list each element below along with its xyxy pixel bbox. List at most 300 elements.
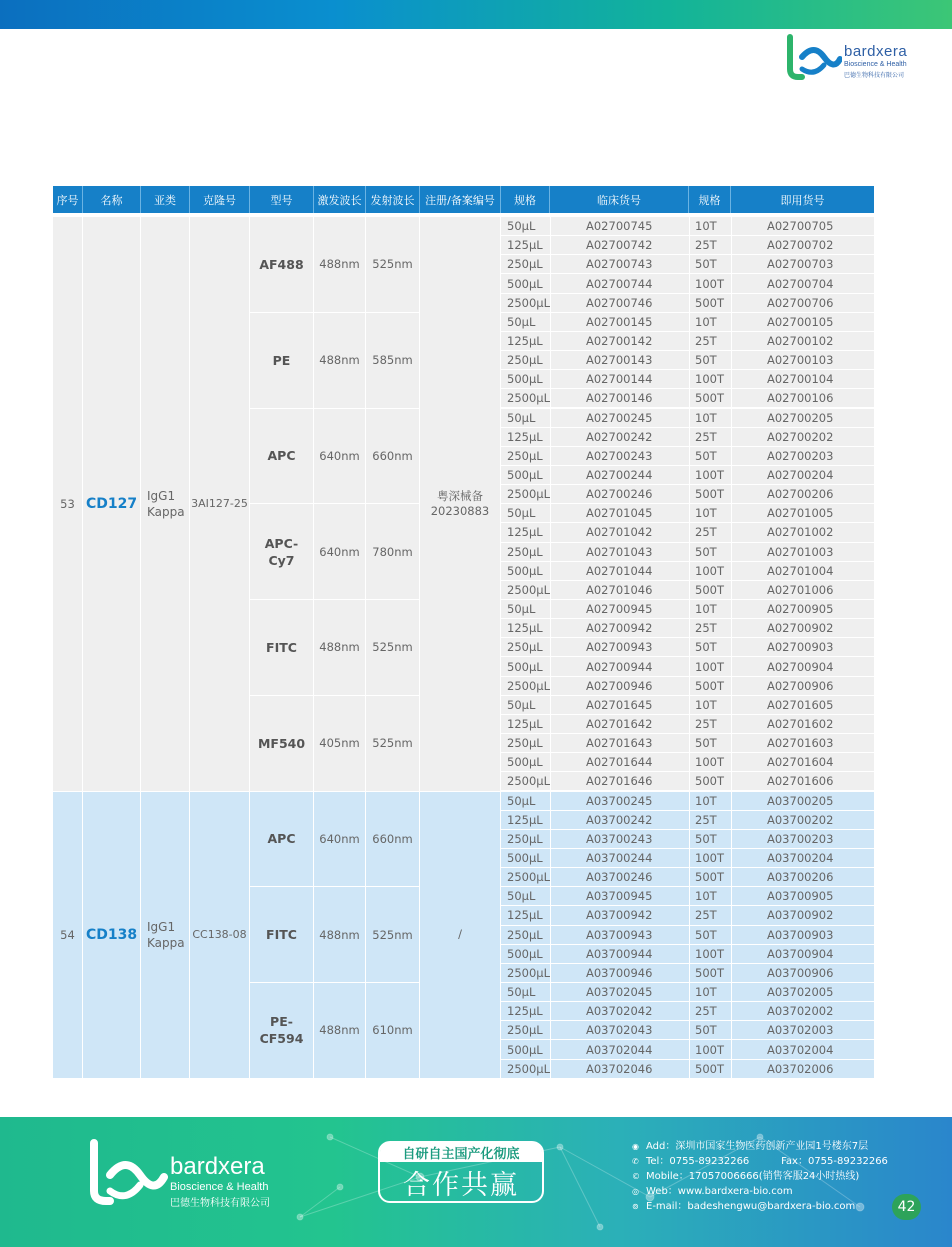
clinical-catalog-number: A03702042 <box>586 1004 653 1019</box>
table-row <box>501 638 874 657</box>
column-divider <box>689 906 690 924</box>
spec-volume: 250μL <box>507 927 543 942</box>
column-divider <box>689 926 690 944</box>
model: FITC <box>250 887 314 983</box>
spec-tests: 25T <box>695 812 717 827</box>
clinical-catalog-number: A02700242 <box>586 429 653 444</box>
column-divider <box>689 332 690 350</box>
product-name: CD127 <box>83 217 141 792</box>
ready-to-use-catalog-number: A02701005 <box>767 506 834 521</box>
spec-volume: 500μL <box>507 372 543 387</box>
spec-tests: 25T <box>695 908 717 923</box>
ready-to-use-catalog-number: A03700905 <box>767 889 834 904</box>
ready-to-use-catalog-number: A02701605 <box>767 697 834 712</box>
clinical-catalog-number: A02700144 <box>586 372 653 387</box>
contact-email: ⊚ E-mail：badeshengwu@bardxera-bio.com <box>632 1201 856 1212</box>
spec-tests: 500T <box>695 1061 724 1076</box>
table-row <box>501 830 874 849</box>
column-divider <box>731 504 732 522</box>
spec-tests: 500T <box>695 965 724 980</box>
ready-to-use-catalog-number: A02700903 <box>767 640 834 655</box>
mobile-icon: © <box>632 1172 640 1181</box>
column-divider <box>550 466 551 484</box>
spec-volume: 50μL <box>507 985 536 1000</box>
ready-to-use-catalog-number: A02700204 <box>767 468 834 482</box>
ready-to-use-catalog-number: A02700105 <box>767 314 834 329</box>
column-divider <box>550 294 551 312</box>
column-divider <box>550 504 551 522</box>
spec-volume: 125μL <box>507 525 543 540</box>
table-row <box>501 1021 874 1040</box>
table-header-cell: 注册/备案编号 <box>420 186 501 213</box>
clinical-catalog-number: A03700242 <box>586 812 653 827</box>
ready-to-use-catalog-number: A02700702 <box>767 238 834 253</box>
column-divider <box>731 849 732 867</box>
table-row <box>501 811 874 830</box>
clinical-catalog-number: A02700245 <box>586 410 653 425</box>
column-divider <box>731 677 732 695</box>
column-divider <box>731 236 732 254</box>
spec-tests: 100T <box>695 755 724 770</box>
table-row <box>501 964 874 983</box>
spec-tests: 500T <box>695 774 724 789</box>
clinical-catalog-number: A02700145 <box>586 314 653 329</box>
table-row <box>501 466 874 485</box>
clinical-catalog-number: A02701044 <box>586 563 653 578</box>
clinical-catalog-number: A02700142 <box>586 333 653 348</box>
spec-volume: 500μL <box>507 1042 543 1057</box>
column-divider <box>550 715 551 733</box>
column-divider <box>731 217 732 235</box>
table-header-cell: 亚类 <box>141 186 190 213</box>
column-divider <box>550 849 551 867</box>
table-header-cell: 即用货号 <box>780 193 825 207</box>
column-divider <box>689 236 690 254</box>
header-brand-sub-cn: 巴德生物科技有限公司 <box>844 72 905 79</box>
ready-to-use-catalog-number: A02701004 <box>767 563 834 578</box>
clone-number: 3AI127-25 <box>190 217 250 792</box>
header-brand-name: bardxera <box>844 43 908 60</box>
spec-volume: 2500μL <box>507 678 550 693</box>
column-divider <box>550 1002 551 1020</box>
emission-wavelength: 525nm <box>366 887 420 983</box>
column-divider <box>689 543 690 561</box>
table-row <box>501 332 874 351</box>
column-divider <box>550 351 551 369</box>
column-divider <box>689 715 690 733</box>
table-row <box>501 581 874 600</box>
spec-tests: 100T <box>695 659 724 674</box>
column-divider <box>689 753 690 771</box>
emission-wavelength: 780nm <box>366 504 420 600</box>
spec-tests: 500T <box>695 487 724 502</box>
row-number: 54 <box>53 792 83 1079</box>
clinical-catalog-number: A03702046 <box>586 1061 653 1076</box>
column-divider <box>550 274 551 292</box>
spec-volume: 250μL <box>507 736 543 751</box>
spec-tests: 10T <box>695 985 717 1000</box>
table-row <box>501 1060 874 1079</box>
ready-to-use-catalog-number: A03700206 <box>767 870 834 885</box>
spec-tests: 50T <box>695 448 717 463</box>
bardxera-logo-icon <box>784 33 842 81</box>
column-divider <box>689 964 690 982</box>
subclass: IgG1 Kappa <box>141 217 190 792</box>
emission-wavelength: 660nm <box>366 409 420 505</box>
column-divider <box>550 964 551 982</box>
spec-tests: 100T <box>695 563 724 578</box>
spec-tests: 100T <box>695 1042 724 1057</box>
column-divider <box>731 523 732 541</box>
clinical-catalog-number: A03700246 <box>586 870 653 885</box>
spec-volume: 50μL <box>507 410 536 425</box>
clinical-catalog-number: A02700744 <box>586 276 653 291</box>
product-table <box>53 186 874 1077</box>
column-divider <box>550 868 551 886</box>
spec-volume: 50μL <box>507 314 536 329</box>
spec-tests: 500T <box>695 678 724 693</box>
column-divider <box>731 1021 732 1039</box>
table-row <box>501 523 874 542</box>
spec-volume: 125μL <box>507 908 543 923</box>
column-divider <box>731 274 732 292</box>
column-divider <box>731 409 732 427</box>
spec-tests: 100T <box>695 946 724 961</box>
ready-to-use-catalog-number: A02700103 <box>767 353 834 368</box>
subclass: IgG1 Kappa <box>141 792 190 1079</box>
table-row <box>501 677 874 696</box>
ready-to-use-catalog-number: A02701006 <box>767 582 834 597</box>
spec-tests: 10T <box>695 314 717 329</box>
column-divider <box>550 370 551 388</box>
header-brand-sub-en: Bioscience & Health <box>844 61 907 68</box>
column-divider <box>689 945 690 963</box>
table-row <box>501 1040 874 1059</box>
model: PE <box>250 313 314 409</box>
ready-to-use-catalog-number: A02701002 <box>767 525 834 540</box>
spec-volume: 250μL <box>507 1023 543 1038</box>
table-row <box>501 485 874 504</box>
clinical-catalog-number: A03700946 <box>586 965 653 980</box>
clinical-catalog-number: A02700244 <box>586 468 653 482</box>
spec-volume: 50μL <box>507 602 536 617</box>
spec-volume: 2500μL <box>507 774 550 789</box>
ready-to-use-catalog-number: A02700106 <box>767 391 834 406</box>
ready-to-use-catalog-number: A02700704 <box>767 276 834 291</box>
clone-number: CC138-08 <box>190 792 250 1079</box>
ready-to-use-catalog-number: A03700203 <box>767 831 834 846</box>
spec-tests: 100T <box>695 372 724 387</box>
column-divider <box>731 638 732 656</box>
table-row <box>501 409 874 428</box>
column-divider <box>731 351 732 369</box>
spec-tests: 500T <box>695 870 724 885</box>
column-divider <box>731 696 732 714</box>
contact-info <box>632 1139 892 1214</box>
spec-volume: 250μL <box>507 831 543 846</box>
registration-number: 粤深械备 20230883 <box>420 217 501 792</box>
spec-tests: 25T <box>695 621 717 636</box>
spec-volume: 50μL <box>507 889 536 904</box>
spec-tests: 500T <box>695 295 724 310</box>
clinical-catalog-number: A02701646 <box>586 774 653 789</box>
column-divider <box>731 830 732 848</box>
column-divider <box>550 945 551 963</box>
table-row <box>501 447 874 466</box>
column-divider <box>550 619 551 637</box>
ready-to-use-catalog-number: A02701602 <box>767 716 834 731</box>
column-divider <box>731 926 732 944</box>
spec-volume: 500μL <box>507 563 543 578</box>
column-divider <box>550 217 551 235</box>
column-divider <box>550 1021 551 1039</box>
table-row <box>501 274 874 293</box>
column-divider <box>689 887 690 905</box>
clinical-catalog-number: A03700943 <box>586 927 653 942</box>
clinical-catalog-number: A02700944 <box>586 659 653 674</box>
spec-volume: 250μL <box>507 257 543 272</box>
clinical-catalog-number: A02700146 <box>586 391 653 406</box>
ready-to-use-catalog-number: A03700205 <box>767 793 834 808</box>
spec-tests: 10T <box>695 602 717 617</box>
column-divider <box>689 1040 690 1058</box>
column-divider <box>731 619 732 637</box>
spec-tests: 10T <box>695 793 717 808</box>
table-row <box>501 600 874 619</box>
table-row <box>501 734 874 753</box>
column-divider <box>689 485 690 503</box>
column-divider <box>550 428 551 446</box>
ready-to-use-catalog-number: A02700102 <box>767 333 834 348</box>
table-header-cell: 发射波长 <box>366 186 420 213</box>
column-divider <box>550 409 551 427</box>
spec-tests: 10T <box>695 410 717 425</box>
clinical-catalog-number: A02700943 <box>586 640 653 655</box>
column-divider <box>689 792 690 810</box>
model: AF488 <box>250 217 314 313</box>
column-divider <box>689 677 690 695</box>
ready-to-use-catalog-number: A02701603 <box>767 736 834 751</box>
column-divider <box>731 485 732 503</box>
slogan-main: 合作共赢 <box>403 1169 519 1201</box>
spec-volume: 500μL <box>507 946 543 961</box>
table-row <box>501 696 874 715</box>
column-divider <box>550 792 551 810</box>
emission-wavelength: 660nm <box>366 792 420 888</box>
spec-volume: 125μL <box>507 812 543 827</box>
model: APC <box>250 409 314 505</box>
spec-tests: 10T <box>695 889 717 904</box>
column-divider <box>731 887 732 905</box>
ready-to-use-catalog-number: A02700703 <box>767 257 834 272</box>
spec-volume: 50μL <box>507 219 536 234</box>
ready-to-use-catalog-number: A03700902 <box>767 908 834 923</box>
column-divider <box>731 734 732 752</box>
column-divider <box>731 868 732 886</box>
column-divider <box>731 1002 732 1020</box>
spec-tests: 10T <box>695 697 717 712</box>
column-divider <box>731 792 732 810</box>
clinical-catalog-number: A02701644 <box>586 755 653 770</box>
column-divider <box>689 562 690 580</box>
clinical-catalog-number: A03700245 <box>586 793 653 808</box>
ready-to-use-catalog-number: A02700104 <box>767 372 834 387</box>
ready-to-use-catalog-number: A03700904 <box>767 946 834 961</box>
clinical-catalog-number: A02700946 <box>586 678 653 693</box>
column-divider <box>689 1060 690 1078</box>
emission-wavelength: 585nm <box>366 313 420 409</box>
column-divider <box>550 811 551 829</box>
column-divider <box>689 466 690 484</box>
clinical-catalog-number: A02700742 <box>586 238 653 253</box>
column-divider <box>731 1040 732 1058</box>
table-row <box>501 428 874 447</box>
column-divider <box>550 1040 551 1058</box>
spec-tests: 50T <box>695 831 717 846</box>
clinical-catalog-number: A02701643 <box>586 736 653 751</box>
excitation-wavelength: 640nm <box>314 504 366 600</box>
spec-tests: 25T <box>695 429 717 444</box>
spec-volume: 2500μL <box>507 870 550 885</box>
ready-to-use-catalog-number: A02700205 <box>767 410 834 425</box>
excitation-wavelength: 640nm <box>314 792 366 888</box>
footer <box>0 1117 952 1247</box>
table-header-cell: 规格 <box>689 186 731 213</box>
table-row <box>501 294 874 313</box>
table-row <box>501 945 874 964</box>
ready-to-use-catalog-number: A03702006 <box>767 1061 834 1076</box>
column-divider <box>550 600 551 618</box>
spec-volume: 500μL <box>507 468 543 482</box>
table-header-cell: 型号 <box>250 186 314 213</box>
column-divider <box>731 313 732 331</box>
table-row <box>501 657 874 676</box>
ready-to-use-catalog-number: A02700206 <box>767 487 834 502</box>
column-divider <box>550 983 551 1001</box>
column-divider <box>550 830 551 848</box>
emission-wavelength: 525nm <box>366 696 420 792</box>
column-divider <box>731 581 732 599</box>
contact-phone: ✆ Tel：0755-89232266 Fax：0755-89232266 <box>632 1156 888 1167</box>
column-divider <box>689 619 690 637</box>
contact-address: ◉ Add：深圳市国家生物医药创新产业园1号楼东7层 <box>632 1141 869 1152</box>
clinical-catalog-number: A02700246 <box>586 487 653 502</box>
ready-to-use-catalog-number: A02700906 <box>767 678 834 693</box>
ready-to-use-catalog-number: A03702003 <box>767 1023 834 1038</box>
model: APC-Cy7 <box>250 504 314 600</box>
clinical-catalog-number: A02700143 <box>586 353 653 368</box>
spec-tests: 50T <box>695 257 717 272</box>
column-divider <box>731 389 732 407</box>
ready-to-use-catalog-number: A03700903 <box>767 927 834 942</box>
column-divider <box>550 734 551 752</box>
clinical-catalog-number: A03700942 <box>586 908 653 923</box>
ready-to-use-catalog-number: A03702004 <box>767 1042 834 1057</box>
excitation-wavelength: 488nm <box>314 887 366 983</box>
column-divider <box>689 600 690 618</box>
ready-to-use-catalog-number: A02700905 <box>767 602 834 617</box>
column-divider <box>731 772 732 790</box>
column-divider <box>689 370 690 388</box>
column-divider <box>731 983 732 1001</box>
table-row <box>501 983 874 1002</box>
spec-volume: 500μL <box>507 755 543 770</box>
spec-volume: 500μL <box>507 659 543 674</box>
column-divider <box>689 734 690 752</box>
table-row <box>501 370 874 389</box>
column-divider <box>689 274 690 292</box>
contact-web: ◎ Web：www.bardxera-bio.com <box>632 1186 793 1197</box>
excitation-wavelength: 488nm <box>314 313 366 409</box>
table-row <box>501 868 874 887</box>
table-row <box>501 255 874 274</box>
column-divider <box>731 370 732 388</box>
spec-volume: 50μL <box>507 793 536 808</box>
ready-to-use-catalog-number: A02700902 <box>767 621 834 636</box>
excitation-wavelength: 488nm <box>314 600 366 696</box>
table-header-cell: 名称 <box>83 186 141 213</box>
ready-to-use-catalog-number: A03700906 <box>767 965 834 980</box>
column-divider <box>689 504 690 522</box>
registration-number: / <box>420 792 501 1079</box>
column-divider <box>550 926 551 944</box>
excitation-wavelength: 640nm <box>314 409 366 505</box>
column-divider <box>731 332 732 350</box>
column-divider <box>731 543 732 561</box>
ready-to-use-catalog-number: A02701604 <box>767 755 834 770</box>
column-divider <box>550 677 551 695</box>
clinical-catalog-number: A02701042 <box>586 525 653 540</box>
clinical-catalog-number: A02701043 <box>586 544 653 559</box>
column-divider <box>731 255 732 273</box>
column-divider <box>550 543 551 561</box>
spec-volume: 2500μL <box>507 965 550 980</box>
contact-mobile: © Mobile：17057006666(销售客服24小时热线) <box>632 1171 860 1182</box>
clinical-catalog-number: A02700745 <box>586 219 653 234</box>
slogan-top: 自研自主国产化彻底 <box>380 1142 542 1162</box>
column-divider <box>550 638 551 656</box>
ready-to-use-catalog-number: A03702005 <box>767 985 834 1000</box>
footer-logo <box>84 1139 284 1209</box>
excitation-wavelength: 488nm <box>314 217 366 313</box>
top-banner <box>0 0 952 29</box>
column-divider <box>689 313 690 331</box>
model: PE-CF594 <box>250 983 314 1079</box>
column-divider <box>731 657 732 675</box>
column-divider <box>731 562 732 580</box>
table-row <box>501 772 874 791</box>
column-divider <box>550 906 551 924</box>
clinical-catalog-number: A02701642 <box>586 716 653 731</box>
column-divider <box>689 1002 690 1020</box>
email-icon: ⊚ <box>632 1202 639 1211</box>
bardxera-logo-icon <box>84 1139 168 1209</box>
column-divider <box>689 830 690 848</box>
ready-to-use-catalog-number: A03700204 <box>767 851 834 865</box>
table-row <box>501 351 874 370</box>
table-row <box>501 753 874 772</box>
table-row <box>501 849 874 868</box>
table-row <box>501 887 874 906</box>
ready-to-use-catalog-number: A02700904 <box>767 659 834 674</box>
spec-tests: 500T <box>695 582 724 597</box>
ready-to-use-catalog-number: A02701606 <box>767 774 834 789</box>
clinical-catalog-number: A02700945 <box>586 602 653 617</box>
table-row <box>501 217 874 236</box>
excitation-wavelength: 405nm <box>314 696 366 792</box>
column-divider <box>689 409 690 427</box>
column-divider <box>689 772 690 790</box>
